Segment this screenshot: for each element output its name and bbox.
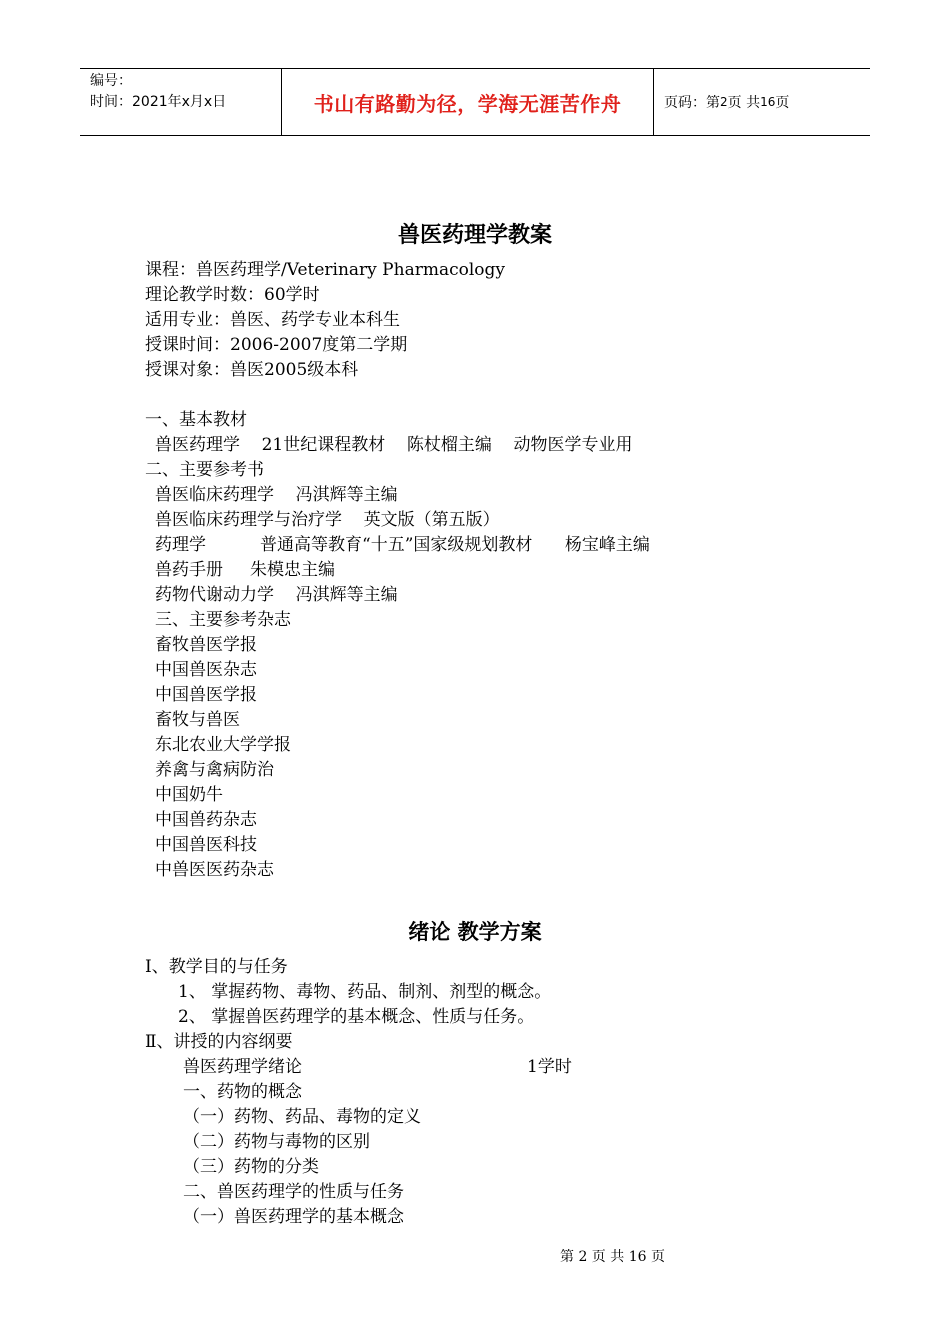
list-item: 兽医临床药理学 冯淇辉等主编 — [155, 485, 398, 505]
header-motto: 书山有路勤为径，学海无涯苦作舟 — [282, 69, 654, 135]
page-label-prefix: 页码：第 — [664, 95, 720, 111]
info-line: 适用专业：兽医、药学专业本科生 — [145, 310, 400, 330]
info-line: 授课时间：2006-2007度第二学期 — [145, 335, 408, 355]
page-current: 2 — [720, 95, 728, 109]
list-item: 2、 掌握兽医药理学的基本概念、性质与任务。 — [178, 1007, 535, 1027]
section-heading: 二、主要参考书 — [145, 460, 264, 480]
part-heading: Ⅰ、教学目的与任务 — [145, 957, 288, 977]
section-heading: 三、主要参考杂志 — [155, 610, 291, 630]
outline-item: 一、药物的概念 — [183, 1082, 302, 1102]
page-total: 16 — [760, 95, 776, 109]
list-item: 养禽与禽病防治 — [155, 760, 274, 780]
outline-item: （一）兽医药理学的基本概念 — [183, 1207, 404, 1227]
doc-number-label: 编号： — [90, 73, 132, 89]
section-title: 绪论 教学方案 — [408, 919, 542, 944]
page-mid: 页 共 — [727, 95, 761, 111]
list-item: 中国兽医学报 — [155, 685, 257, 705]
outline-item: （二）药物与毒物的区别 — [183, 1132, 370, 1152]
list-item: 药物代谢动力学 冯淇辉等主编 — [155, 585, 398, 605]
outline-hours: 1学时 — [527, 1057, 572, 1077]
part-heading: Ⅱ、讲授的内容纲要 — [145, 1032, 293, 1052]
list-item: 兽医药理学 21世纪课程教材 陈杖榴主编 动物医学专业用 — [155, 435, 633, 455]
outline-item: （三）药物的分类 — [183, 1157, 319, 1177]
list-item: 畜牧与兽医 — [155, 710, 240, 730]
doc-time-label: 时间：2021年x月x日 — [90, 94, 227, 110]
list-item: 药理学 普通高等教育“十五”国家级规划教材 杨宝峰主编 — [155, 535, 650, 555]
info-line: 理论教学时数：60学时 — [145, 285, 320, 305]
list-item: 中国兽医科技 — [155, 835, 257, 855]
header-page-info — [654, 69, 870, 135]
list-item: 中国兽药杂志 — [155, 810, 257, 830]
page-footer: 第 2 页 共 16 页 — [560, 1249, 665, 1265]
header-table — [80, 68, 870, 136]
header-meta-cell — [80, 69, 282, 135]
list-item: 中兽医医药杂志 — [155, 860, 274, 880]
outline-item: 二、兽医药理学的性质与任务 — [183, 1182, 404, 1202]
info-line: 课程：兽医药理学/Veterinary Pharmacology — [145, 260, 505, 280]
outline-intro: 兽医药理学绪论 — [183, 1057, 302, 1077]
list-item: 中国奶牛 — [155, 785, 223, 805]
list-item: 中国兽医杂志 — [155, 660, 257, 680]
list-item: 畜牧兽医学报 — [155, 635, 257, 655]
section-heading: 一、基本教材 — [145, 410, 247, 430]
info-line: 授课对象：兽医2005级本科 — [145, 360, 359, 380]
list-item: 1、 掌握药物、毒物、药品、制剂、剂型的概念。 — [178, 982, 552, 1002]
outline-item: （一）药物、药品、毒物的定义 — [183, 1107, 421, 1127]
list-item: 东北农业大学学报 — [155, 735, 291, 755]
doc-title: 兽医药理学教案 — [397, 222, 552, 248]
list-item: 兽医临床药理学与治疗学 英文版（第五版） — [155, 510, 500, 530]
list-item: 兽药手册 朱模忠主编 — [155, 560, 336, 580]
page-suffix: 页 — [775, 95, 790, 111]
